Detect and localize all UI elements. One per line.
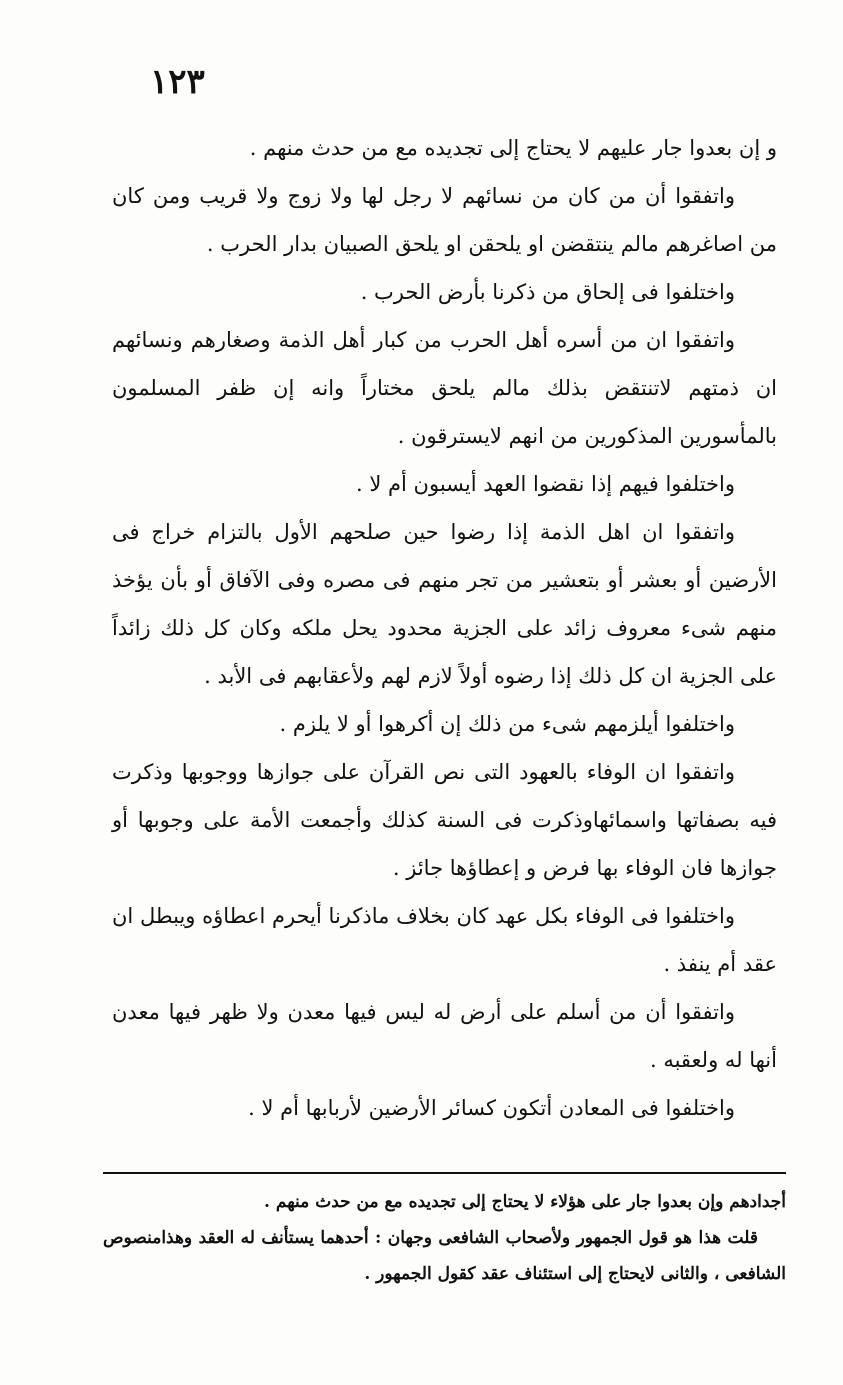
paragraph: واختلفوا فى إلحاق من ذكرنا بأرض الحرب .	[360, 280, 735, 304]
page-number: ١٢٣	[150, 62, 205, 102]
paragraph: واختلفوا فى الوفاء بكل عهد كان بخلاف ماذكرنا أيحرم اعطاؤه ويبطل ان عقد أم ينفذ .	[112, 904, 777, 976]
paragraph: و إن بعدوا جار عليهم لا يحتاج إلى تجديده مع من حدث منهم .	[249, 136, 777, 160]
footnote-paragraph: أجدادهم وإن بعدوا جار على هؤلاء لا يحتاج إلى تجديده مع من حدث منهم .	[264, 1192, 786, 1212]
paragraph: واتفقوا أن من كان من نسائهم لا رجل لها ولا زوج ولا قريب ومن كان من اصاغرهم مالم ينتقضن او يلحقن او يلحق الصبيان بدار الحرب .	[112, 184, 777, 256]
footnote-divider	[103, 1172, 786, 1174]
paragraph: واتفقوا ان الوفاء بالعهود التى نص القرآن على جوازها ووجوبها وذكرت فيه بصفاتها واسمائهاوذكرت فى السنة كذلك وأجمعت الأمة على وجوبها أو جوازها فان الوفاء بها فرض و إعطاؤها جائز .	[112, 760, 777, 880]
paragraph: واختلفوا أيلزمهم شىء من ذلك إن أكرهوا أو لا يلزم .	[279, 712, 735, 736]
paragraph: واختلفوا فى المعادن أتكون كسائر الأرضين لأربابها أم لا .	[248, 1096, 735, 1120]
footnote-section	[103, 1184, 786, 1292]
main-text	[112, 124, 777, 1132]
paragraph: واتفقوا أن من أسلم على أرض له ليس فيها معدن ولا ظهر فيها معدن أنها له ولعقبه .	[112, 1000, 777, 1072]
paragraph: واختلفوا فيهم إذا نقضوا العهد أيسبون أم لا .	[356, 472, 735, 496]
footnote-paragraph: قلت هذا هو قول الجمهور ولأصحاب الشافعى وجهان : أحدهما يستأنف له العقد وهذامنصوص الشافعى ، والثانى لايحتاج إلى استئناف عقد كقول الجمهور .	[103, 1228, 786, 1284]
paragraph: واتفقوا ان من أسره أهل الحرب من كبار أهل الذمة وصغارهم ونسائهم ان ذمتهم لاتنتقض بذلك مالم يلحق مختاراً وانه إن ظفر المسلمون بالمأسورين المذكورين من انهم لايسترقون .	[112, 328, 777, 448]
paragraph: واتفقوا ان اهل الذمة إذا رضوا حين صلحهم الأول بالتزام خراج فى الأرضين أو بعشر أو بتعشير من تجر منهم فى مصره وفى الآفاق أو بأن يؤخذ منهم شىء معروف زائد على الجزية محدود يحل ملكه وكان كل ذلك زائداً على الجزية ان كل ذلك إذا رضوه أولاً لازم لهم ولأعقابهم فى الأبد .	[112, 520, 777, 688]
